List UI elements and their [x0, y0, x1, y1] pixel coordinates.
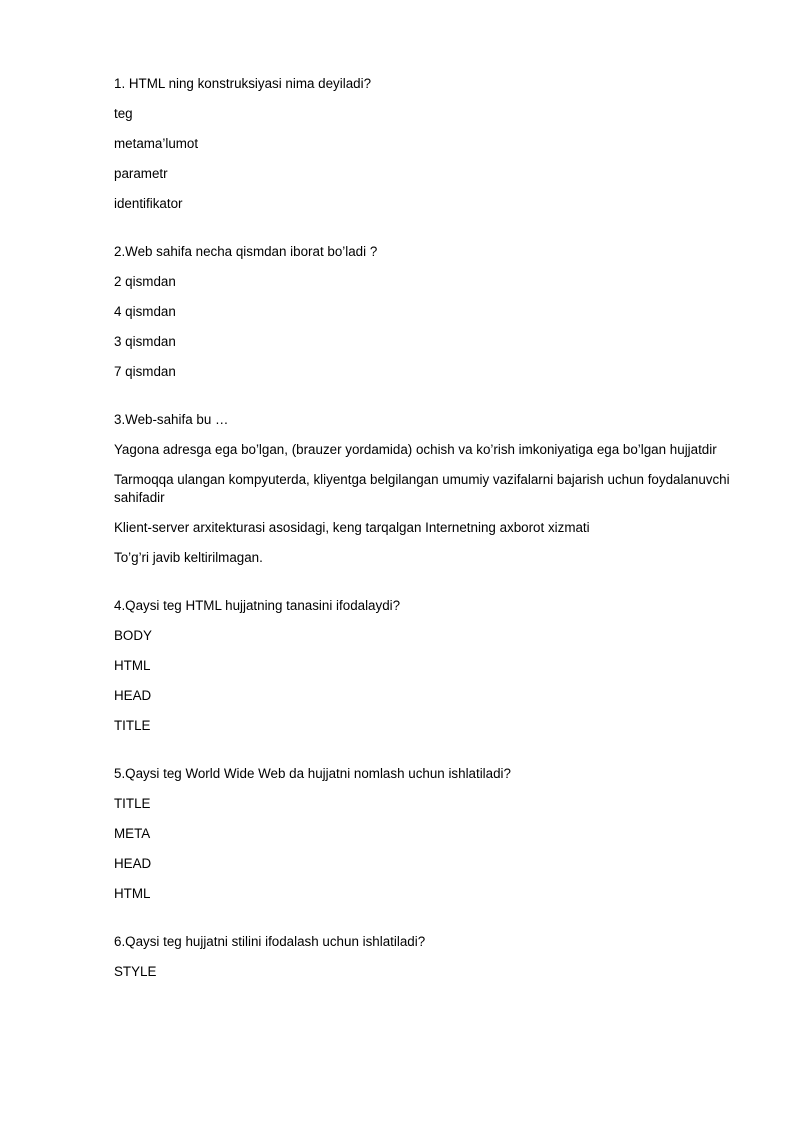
answer-option: TITLE [114, 796, 151, 811]
answer-option: Klient-server arxitekturasi asosidagi, keng tarqalgan Internetning axborot xizmati [114, 520, 590, 535]
answer-option: HEAD [114, 688, 152, 703]
answer-option: TITLE [114, 718, 151, 733]
answer-option: To’g’ri javib keltirilmagan. [114, 550, 263, 565]
answer-option: parametr [114, 166, 168, 181]
answer-option: Yagona adresga ega bo’lgan, (brauzer yordamida) ochish va ko’rish imkoniyatiga ega bo’lgan hujjatdir [114, 442, 717, 457]
answer-option: teg [114, 106, 133, 121]
answer-option: 4 qismdan [114, 304, 176, 319]
quiz-content [114, 75, 744, 993]
question-title: 3.Web-sahifa bu … [114, 412, 229, 427]
question-block-2 [114, 243, 744, 381]
question-block-3 [114, 411, 744, 567]
question-title: 5.Qaysi teg World Wide Web da hujjatni nomlash uchun ishlatiladi? [114, 766, 511, 781]
question-block-1 [114, 75, 744, 213]
answer-option: HEAD [114, 856, 152, 871]
question-block-6 [114, 933, 744, 981]
question-title: 6.Qaysi teg hujjatni stilini ifodalash uchun ishlatiladi? [114, 934, 426, 949]
answer-option: 3 qismdan [114, 334, 176, 349]
question-title: 1. HTML ning konstruksiyasi nima deyiladi? [114, 76, 372, 91]
answer-option: Tarmoqqa ulangan kompyuterda, kliyentga belgilangan umumiy vazifalarni bajarish uchun foydalanuvchi sahifadir [114, 472, 730, 505]
answer-option: META [114, 826, 151, 841]
answer-option: HTML [114, 658, 151, 673]
answer-option: metama’lumot [114, 136, 199, 151]
answer-option: STYLE [114, 964, 157, 979]
question-block-5 [114, 765, 744, 903]
question-block-4 [114, 597, 744, 735]
answer-option: 2 qismdan [114, 274, 176, 289]
answer-option: BODY [114, 628, 152, 643]
answer-option: identifikator [114, 196, 183, 211]
question-title: 2.Web sahifa necha qismdan iborat bo’ladi ? [114, 244, 378, 259]
answer-option: 7 qismdan [114, 364, 176, 379]
question-title: 4.Qaysi teg HTML hujjatning tanasini ifodalaydi? [114, 598, 401, 613]
answer-option: HTML [114, 886, 151, 901]
